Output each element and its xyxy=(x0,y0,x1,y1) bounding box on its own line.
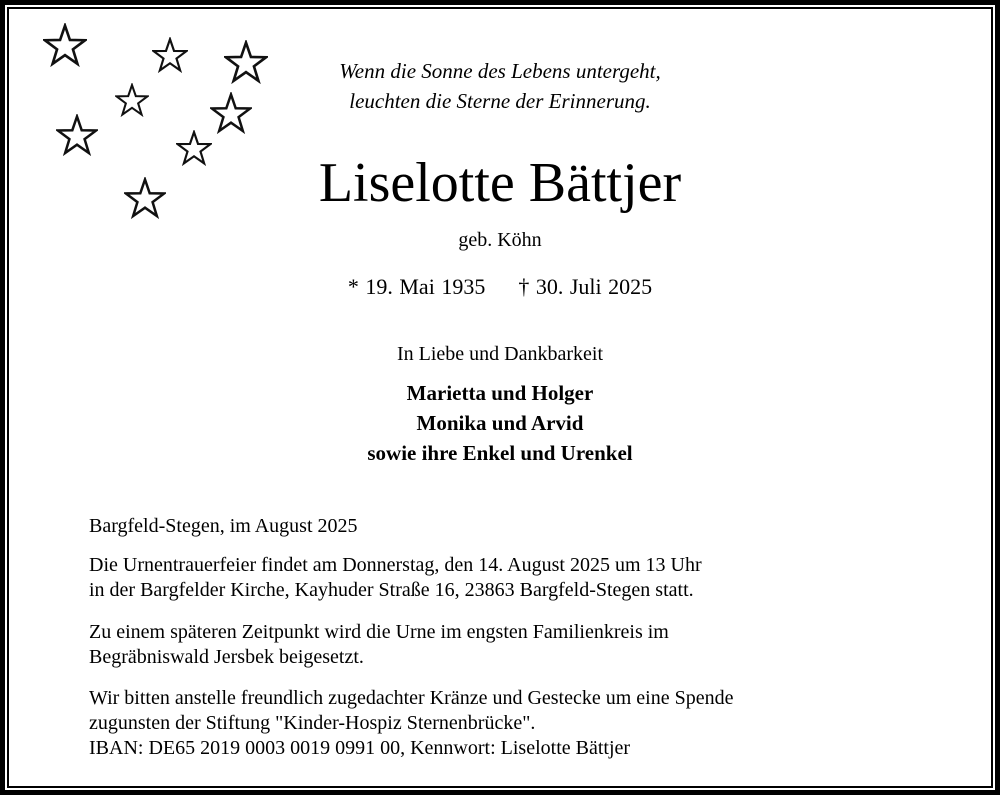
place-date: Bargfeld-Stegen, im August 2025 xyxy=(89,515,358,537)
donation-line-1: Wir bitten anstelle freundlich zugedachter Kränze und Gestecke um eine Spende xyxy=(89,687,734,709)
deceased-name: Liselotte Bättjer xyxy=(318,152,682,214)
death-date: 30. Juli 2025 xyxy=(535,274,653,299)
mourner-line: Monika und Arvid xyxy=(416,411,584,435)
donation-info xyxy=(89,686,949,761)
maiden-name: geb. Köhn xyxy=(458,229,542,251)
mourners-list xyxy=(0,378,1000,468)
burial-info xyxy=(89,620,949,670)
donation-line-2: zugunsten der Stiftung "Kinder-Hospiz Sternenbrücke". xyxy=(89,712,536,734)
burial-line-2: Begräbniswald Jersbek beigesetzt. xyxy=(89,646,364,668)
motto xyxy=(0,56,1000,116)
motto-line-2: leuchten die Sterne der Erinnerung. xyxy=(349,89,651,113)
birth-symbol: * xyxy=(347,274,359,299)
mourner-line: Marietta und Holger xyxy=(406,381,594,405)
death-symbol-icon: † xyxy=(518,274,530,299)
ceremony-line-1: Die Urnentrauerfeier findet am Donnerstag, den 14. August 2025 um 13 Uhr xyxy=(89,554,702,576)
ceremony-line-2: in der Bargfelder Kirche, Kayhuder Straße 16, 23863 Bargfeld-Stegen statt. xyxy=(89,579,694,601)
ceremony-info xyxy=(89,553,949,603)
motto-line-1: Wenn die Sonne des Lebens untergeht, xyxy=(339,59,661,83)
dedication: In Liebe und Dankbarkeit xyxy=(396,343,604,365)
life-dates xyxy=(0,273,1000,301)
donation-iban: IBAN: DE65 2019 0003 0019 0991 00, Kennwort: Liselotte Bättjer xyxy=(89,737,631,759)
birth-date: 19. Mai 1935 xyxy=(365,274,486,299)
burial-line-1: Zu einem späteren Zeitpunkt wird die Urne im engsten Familienkreis im xyxy=(89,621,669,643)
mourner-line: sowie ihre Enkel und Urenkel xyxy=(367,441,633,465)
